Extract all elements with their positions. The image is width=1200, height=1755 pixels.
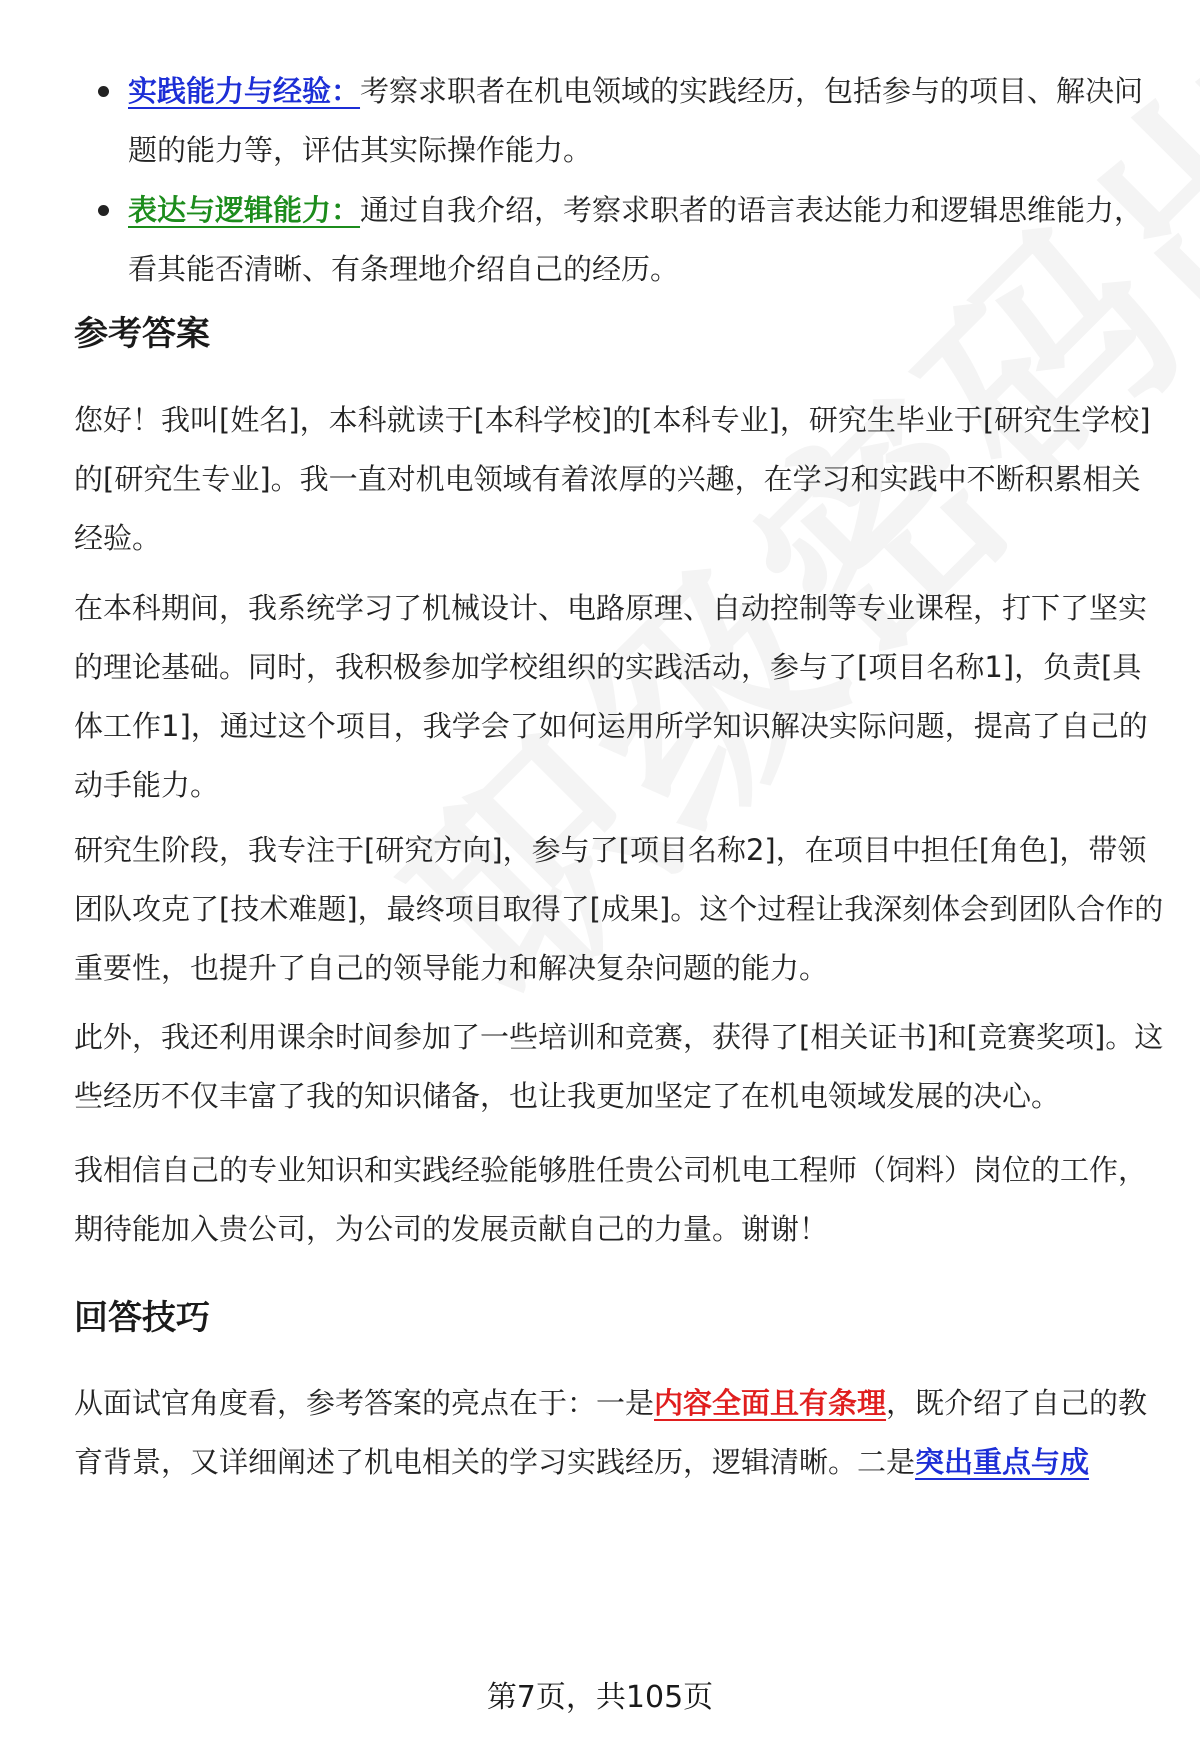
page-number: 第7页，共105页 [486, 1680, 714, 1715]
criteria-list [74, 62, 1154, 300]
list-item [74, 62, 1154, 180]
tips-paragraph [74, 1374, 1164, 1492]
bullet-text: 考察求职者在机电领域的实践经历，包括参与的项目、解决问题的能力等，评估其实际操作能力。 [128, 74, 1144, 167]
tips-middle: ，既介绍了自己的教育背景，又详细阐述了机电相关的学习实践经历，逻辑清晰。二是 [74, 1386, 1148, 1479]
bullet-label: 表达与逻辑能力： [128, 193, 361, 227]
paragraph: 此外，我还利用课余时间参加了一些培训和竞赛，获得了[相关证书]和[竞赛奖项]。这些经历不仅丰富了我的知识储备，也让我更加坚定了在机电领域发展的决心。 [74, 1020, 1164, 1113]
bullet-dot-icon [98, 205, 109, 216]
paragraph: 在本科期间，我系统学习了机械设计、电路原理、自动控制等专业课程，打下了坚实的理论基础。同时，我积极参加学校组织的实践活动，参与了[项目名称1]，负责[具体工作1]，通过这个项目，我学会了如何运用所学知识解决实际问题，提高了自己的动手能力。 [74, 591, 1148, 802]
bullet-label: 实践能力与经验： [128, 74, 361, 108]
section-heading-reference: 参考答案 [74, 314, 210, 354]
bullet-text: 通过自我介绍，考察求职者的语言表达能力和逻辑思维能力，看其能否清晰、有条理地介绍自己的经历。 [128, 193, 1144, 286]
section-heading-tips: 回答技巧 [74, 1298, 210, 1338]
highlight-phrase: 内容全面且有条理 [654, 1386, 887, 1420]
highlight-phrase: 突出重点与成 [915, 1445, 1090, 1479]
paragraph: 我相信自己的专业知识和实践经验能够胜任贵公司机电工程师（饲料）岗位的工作，期待能加入贵公司，为公司的发展贡献自己的力量。谢谢！ [74, 1153, 1148, 1246]
bullet-dot-icon [98, 86, 109, 97]
paragraph: 研究生阶段，我专注于[研究方向]，参与了[项目名称2]，在项目中担任[角色]，带领团队攻克了[技术难题]，最终项目取得了[成果]。这个过程让我深刻体会到团队合作的重要性，也提升了自己的领导能力和解决复杂问题的能力。 [74, 833, 1164, 985]
tips-intro: 从面试官角度看，参考答案的亮点在于：一是 [74, 1386, 655, 1420]
list-item [74, 181, 1154, 299]
paragraph: 您好！我叫[姓名]，本科就读于[本科学校]的[本科专业]，研究生毕业于[研究生学校]的[研究生专业]。我一直对机电领域有着浓厚的兴趣，在学习和实践中不断积累相关经验。 [74, 403, 1151, 555]
